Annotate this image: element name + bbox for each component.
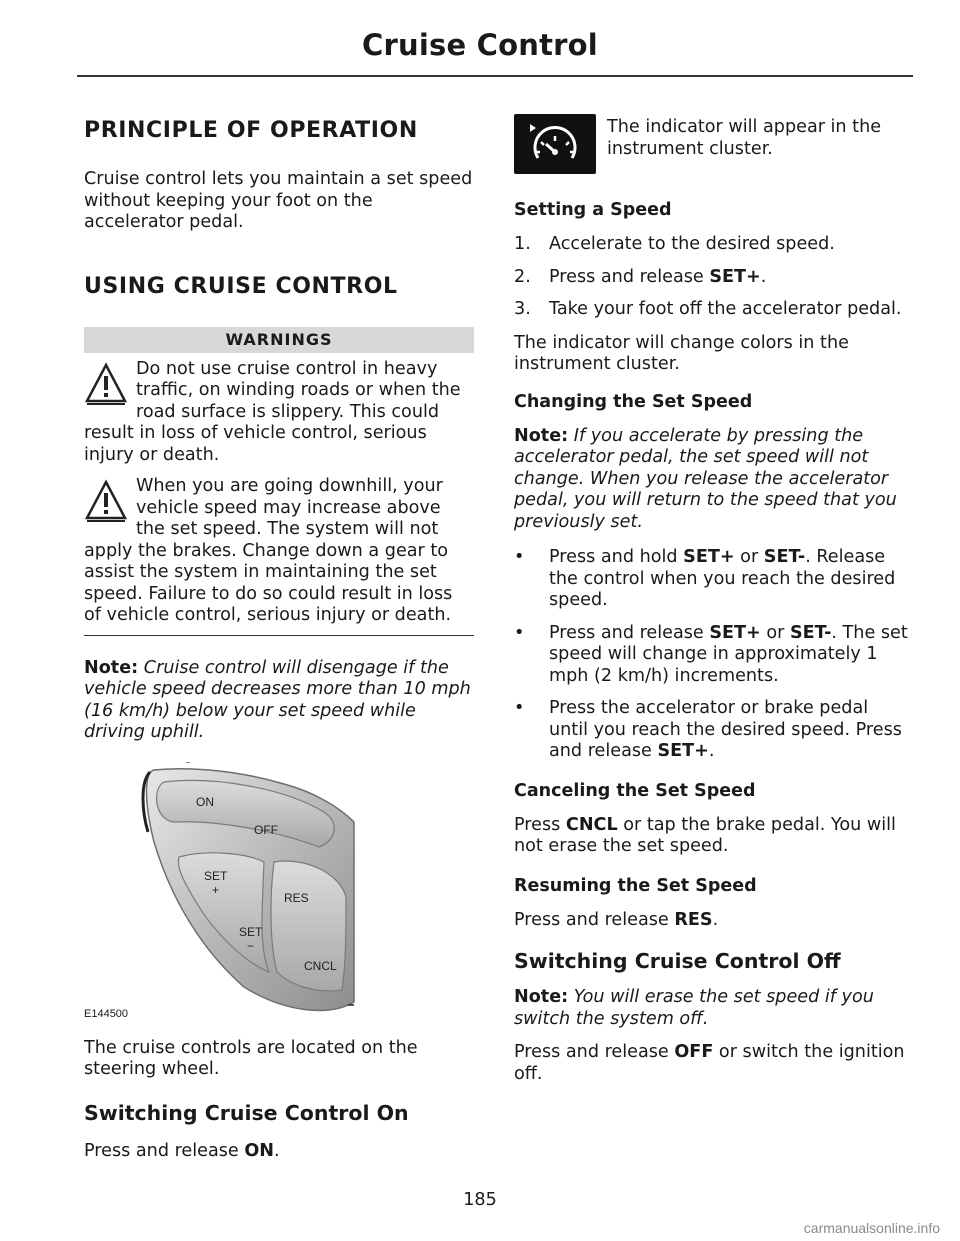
warning-1-text: Do not use cruise control in heavy traffic, on winding roads or when the road surface is slippery. This could result in loss of vehicle control, serious injury or death.: [84, 358, 461, 465]
page-number: 185: [463, 1190, 497, 1210]
warnings-header: WARNINGS: [84, 327, 474, 353]
note-text: You will erase the set speed if you switch the system off.: [514, 987, 874, 1029]
changing-speed-heading: Changing the Set Speed: [514, 391, 753, 412]
using-heading: USING CRUISE CONTROL: [84, 273, 398, 299]
on-key: ON: [244, 1140, 275, 1161]
list-item: [514, 698, 910, 763]
warning-triangle-icon: [84, 361, 128, 407]
warning-1: [84, 359, 474, 467]
set-minus-button-label: SET: [239, 924, 263, 939]
cncl-key: CNCL: [565, 814, 618, 835]
header-divider: [77, 75, 913, 77]
minus-symbol: −: [247, 938, 255, 953]
resuming-speed-heading: Resuming the Set Speed: [514, 875, 757, 896]
set-plus-key: SET+: [709, 622, 761, 643]
cruise-indicator-icon: [514, 114, 596, 174]
step-text: Press and release: [549, 266, 710, 287]
switch-off-note: [514, 987, 910, 1030]
set-plus-key: SET+: [683, 547, 735, 567]
switch-off-text: [514, 1042, 910, 1085]
bullet: •: [514, 698, 525, 718]
switch-on-heading: Switching Cruise Control On: [84, 1100, 409, 1125]
right-column: [514, 114, 910, 1085]
switch-on-text: [84, 1141, 474, 1163]
changing-note: [514, 426, 910, 534]
res-button-label: RES: [284, 890, 309, 905]
speedometer-icon: [514, 114, 596, 174]
set-plus-key: SET+: [657, 741, 709, 761]
off-button-label: OFF: [254, 822, 278, 837]
left-column: [84, 114, 474, 1162]
bullet: •: [514, 547, 525, 567]
bullet-text: .: [708, 741, 715, 761]
bullet-text: or: [734, 547, 764, 567]
set-plus-button-label: SET: [204, 868, 228, 883]
indicator-text: The indicator will appear in the instrument cluster.: [607, 117, 882, 159]
resume-prefix: Press and release: [514, 909, 675, 930]
switch-off-heading: Switching Cruise Control Off: [514, 949, 841, 973]
controls-location-text: The cruise controls are located on the steering wheel.: [84, 1037, 418, 1079]
page-title: Cruise Control: [362, 28, 598, 62]
bullet-text: Press the accelerator or brake pedal until you reach the desired speed. Press and release: [549, 698, 902, 761]
on-button-label: ON: [196, 794, 214, 809]
note-text: Cruise control will disengage if the vehicle speed decreases more than 10 mph (16 km/h) below your set speed while driving uphill.: [84, 657, 471, 742]
step-number: 2.: [514, 266, 531, 287]
steering-wheel-controls-illustration: [84, 762, 474, 1024]
step-number: 3.: [514, 299, 531, 319]
bullet-text: . The set speed will change in approximately 1 mph (2 km/h) increments.: [549, 622, 908, 686]
set-minus-key: SET-: [789, 622, 832, 643]
setting-steps: [514, 234, 910, 321]
step-suffix: .: [760, 266, 767, 287]
switch-off-suffix: or switch the ignition off.: [514, 1042, 905, 1084]
bullet-text: or: [760, 622, 790, 643]
setting-speed-heading: Setting a Speed: [514, 200, 672, 220]
principle-text: Cruise control lets you maintain a set speed without keeping your foot on the accelerator pedal.: [84, 169, 473, 232]
warning-triangle-icon: [84, 478, 128, 524]
list-item: [514, 623, 910, 688]
cancel-suffix: or tap the brake pedal. You will not erase the set speed.: [514, 814, 896, 856]
set-minus-key: SET-: [763, 547, 806, 567]
resume-text: [514, 910, 910, 932]
figure-code: E144500: [84, 1007, 129, 1020]
cruise-controls-figure: [84, 762, 474, 1024]
set-plus-key: SET+: [709, 266, 761, 287]
list-item: [514, 547, 910, 612]
bullet-text: Press and release: [549, 622, 710, 643]
canceling-speed-heading: Canceling the Set Speed: [514, 780, 756, 801]
changing-bullets: [514, 547, 910, 763]
note-text: If you accelerate by pressing the accelerator pedal, the set speed will not change. When you release the accelerator pedal, you will return to the speed that you previously set.: [514, 425, 897, 532]
off-key: OFF: [674, 1042, 714, 1062]
cancel-prefix: Press: [514, 814, 566, 835]
list-item: [514, 267, 910, 289]
bullet: •: [514, 622, 525, 643]
list-item: [514, 234, 910, 256]
note-label: Note:: [84, 657, 139, 678]
note-label: Note:: [514, 425, 569, 446]
warning-2-text: When you are going downhill, your vehicle speed may increase above the set speed. The system will not apply the brakes. Change down a gear to assist the system in maintaining the set speed. Failure to do so could result in loss of vehicle control, serious injury or death.: [84, 476, 453, 625]
resume-suffix: .: [712, 909, 719, 930]
step-text: Take your foot off the accelerator pedal.: [549, 299, 902, 319]
watermark: carmanualsonline.info: [803, 1220, 940, 1236]
switch-off-prefix: Press and release: [514, 1042, 675, 1062]
note-label: Note:: [514, 987, 569, 1007]
switch-on-prefix: Press and release: [84, 1140, 245, 1161]
indicator-change-text: The indicator will change colors in the instrument cluster.: [514, 332, 849, 374]
bullet-text: Press and hold: [549, 547, 684, 567]
cancel-text: [514, 815, 910, 858]
list-item: [514, 299, 910, 321]
plus-symbol: +: [212, 882, 220, 897]
step-number: 1.: [514, 234, 531, 254]
warning-2: [84, 476, 474, 627]
cncl-button-label: CNCL: [304, 958, 337, 973]
uphill-note: [84, 658, 474, 744]
switch-on-suffix: .: [274, 1140, 280, 1161]
bullet-text: . Release the control when you reach the desired speed.: [549, 547, 896, 610]
warnings-divider: [84, 635, 474, 636]
principle-heading: PRINCIPLE OF OPERATION: [84, 118, 418, 143]
res-key: RES: [674, 909, 713, 930]
step-text: Accelerate to the desired speed.: [549, 234, 835, 254]
indicator-row: [514, 114, 910, 176]
